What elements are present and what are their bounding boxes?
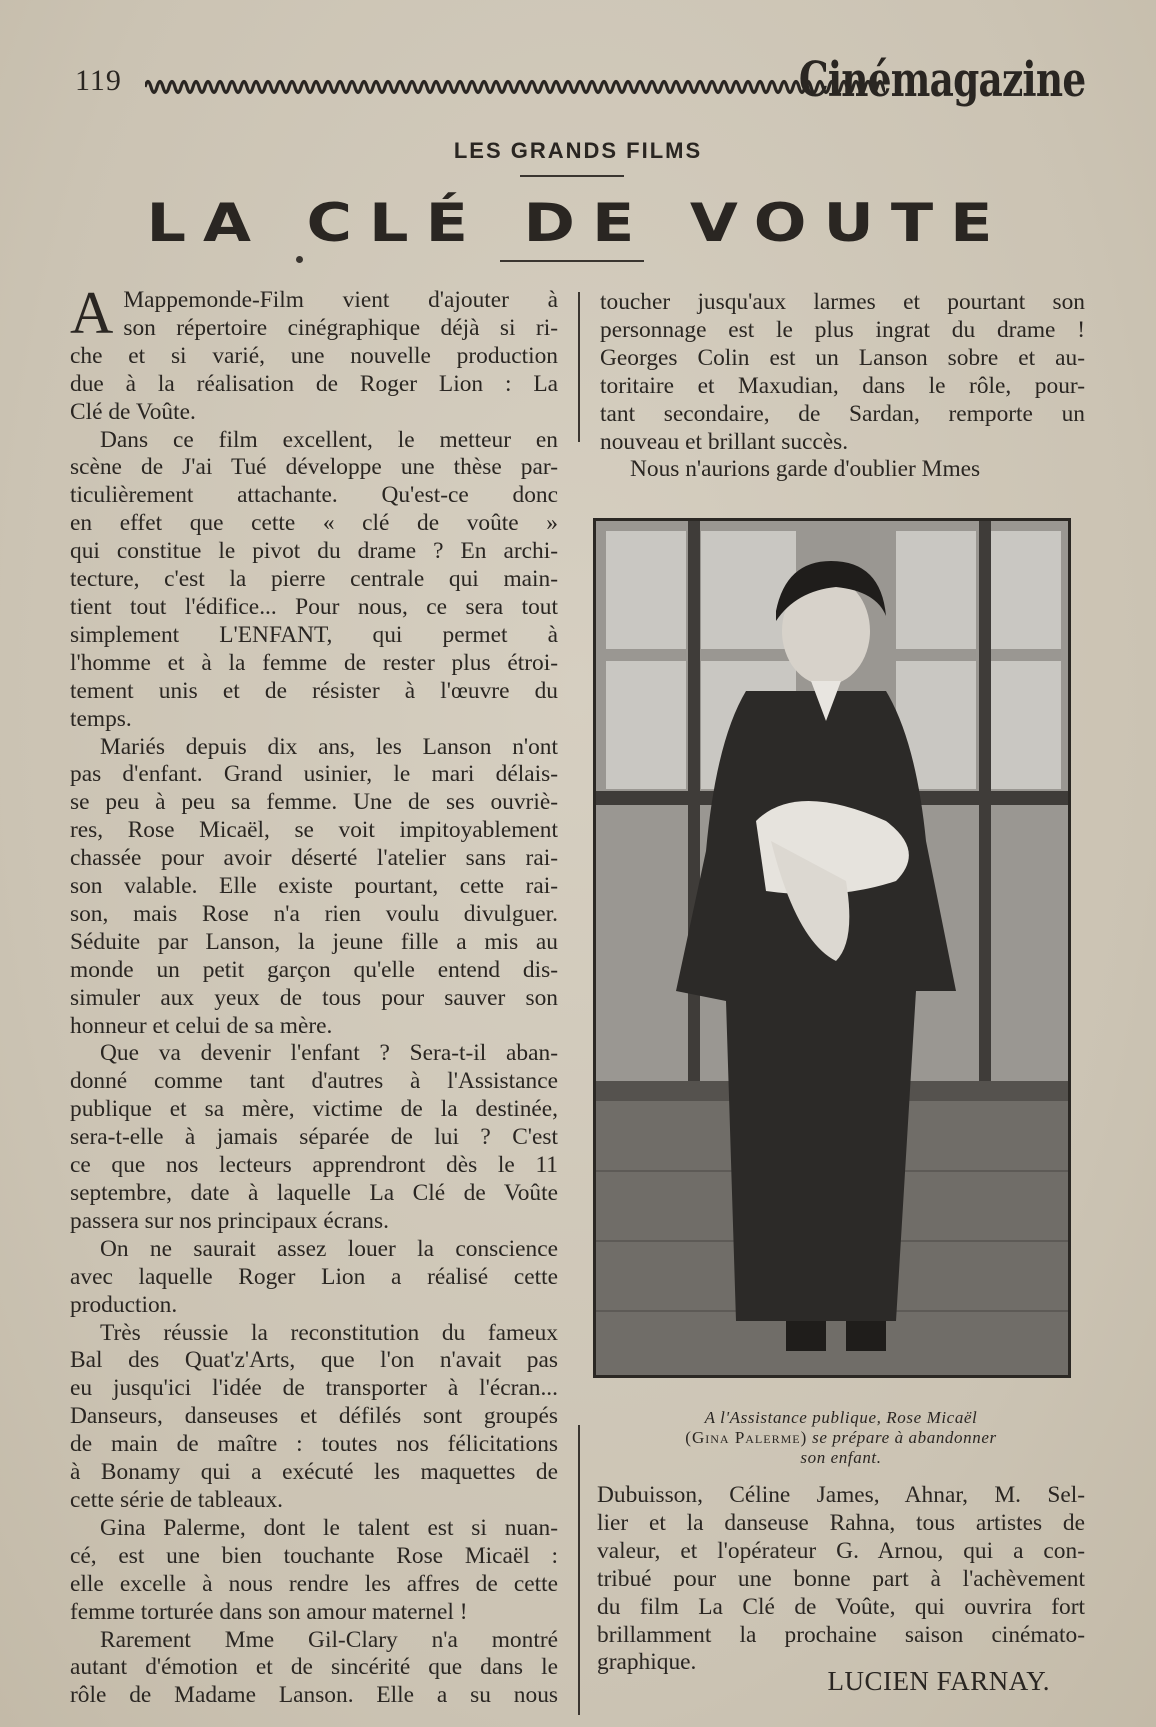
- text-line: due à la réalisation de Roger Lion : La: [70, 370, 558, 397]
- text-line: tient tout l'édifice... Pour nous, ce sera tout: [70, 593, 558, 620]
- text-line: temps.: [70, 705, 132, 732]
- text-line: Que va devenir l'enfant ? Sera-t-il aban-: [100, 1040, 558, 1067]
- text-line: chassée pour avoir déserté l'atelier sans rai-: [70, 845, 558, 872]
- text-line: nouveau et brillant succès.: [600, 428, 849, 455]
- divider-rule: [520, 175, 624, 177]
- text-line: autant d'émotion et de sincérité que dans le: [70, 1654, 558, 1681]
- text-line: en effet que cette « clé de voûte »: [70, 510, 558, 537]
- section-label: LES GRANDS FILMS: [453, 138, 703, 163]
- text-line: simuler aux yeux de tous pour sauver son: [70, 984, 558, 1011]
- text-line: scène de J'ai Tué développe une thèse par-: [70, 454, 558, 481]
- text-line: Georges Colin est un Lanson sobre et au-: [600, 344, 1085, 371]
- text-line: publique et sa mère, victime de la destinée,: [70, 1096, 558, 1123]
- text-line: Rarement Mme Gil-Clary n'a montré: [100, 1626, 558, 1653]
- text-line: production.: [70, 1291, 178, 1318]
- column-divider: [578, 1425, 580, 1715]
- text-line: graphique.: [597, 1649, 697, 1676]
- text-line: cette série de tableaux.: [70, 1486, 283, 1513]
- caption-actress-name: (Gina Palerme): [685, 1428, 808, 1447]
- caption-line: se prépare à abandonner: [807, 1428, 997, 1447]
- text-line: cé, est une bien touchante Rose Micaël :: [70, 1542, 558, 1569]
- text-line: valeur, et l'opérateur G. Arnou, qui a con-: [597, 1537, 1085, 1564]
- photo-caption: [597, 1408, 1085, 1468]
- text-line: pas d'enfant. Grand usinier, le mari délais-: [70, 761, 558, 788]
- text-line: rôle de Madame Lanson. Elle a su nous: [70, 1682, 558, 1709]
- text-line: elle excelle à nous rendre les affres de cette: [70, 1570, 558, 1597]
- text-line: tecture, c'est la pierre centrale qui main-: [70, 566, 558, 593]
- text-line: personnage est le plus ingrat du drame !: [600, 316, 1085, 343]
- text-line: Bal des Quat'z'Arts, que l'on n'avait pas: [70, 1347, 558, 1374]
- caption-line: A l'Assistance publique, Rose Micaël: [704, 1408, 978, 1427]
- text-line: de main de maître : toutes nos félicitations: [70, 1431, 558, 1458]
- text-line: avec laquelle Roger Lion a réalisé cette: [70, 1263, 558, 1290]
- text-line: Très réussie la reconstitution du fameux: [100, 1319, 558, 1346]
- decorative-wave-rule: [145, 72, 885, 102]
- text-line: son valable. Elle existe pourtant, cette rai-: [70, 873, 558, 900]
- caption-line: son enfant.: [800, 1448, 882, 1467]
- text-line: tribué pour une bonne part à l'achèvement: [597, 1565, 1085, 1592]
- text-line: tant secondaire, de Sardan, remporte un: [600, 400, 1085, 427]
- text-line: On ne saurait assez louer la conscience: [100, 1235, 558, 1262]
- text-line: ticulièrement attachante. Qu'est-ce donc: [70, 482, 558, 509]
- text-line: à Bonamy qui a exécuté les maquettes de: [70, 1459, 558, 1486]
- text-line: honneur et celui de sa mère.: [70, 1012, 333, 1039]
- article-title: LA CLÉ DE VOUTE: [146, 191, 1010, 254]
- text-line: Danseurs, danseuses et défilés sont groupés: [70, 1403, 558, 1430]
- author-signature: LUCIEN FARNAY.: [827, 1666, 1050, 1696]
- film-still-photo: [593, 518, 1071, 1378]
- article-right-column-bottom: [597, 1482, 1085, 1677]
- title-underline: [500, 260, 644, 262]
- text-line: eu jusqu'ici l'idée de transporter à l'écran...: [70, 1375, 558, 1402]
- text-line: son répertoire cinégraphique déjà si ri-: [123, 314, 558, 341]
- text-line: simplement L'ENFANT, qui permet à: [70, 621, 558, 648]
- text-line: res, Rose Micaël, se voit impitoyablement: [70, 817, 558, 844]
- text-line: che et si varié, une nouvelle production: [70, 342, 558, 369]
- text-line: du film La Clé de Voûte, qui ouvrira fort: [597, 1593, 1085, 1620]
- ornament-dot: [296, 256, 303, 263]
- text-line: Mappemonde-Film vient d'ajouter à: [123, 287, 558, 313]
- text-line: Dubuisson, Céline James, Ahnar, M. Sel-: [597, 1482, 1085, 1508]
- page-number: 119: [75, 64, 122, 97]
- column-divider: [578, 292, 580, 442]
- text-line: Mariés depuis dix ans, les Lanson n'ont: [100, 733, 558, 760]
- text-line: Gina Palerme, dont le talent est si nuan-: [100, 1514, 558, 1541]
- article-right-column-top: [600, 289, 1085, 484]
- page-header: [75, 52, 1085, 118]
- masthead-logo: Cinémagazine: [798, 52, 1085, 108]
- text-line: Clé de Voûte.: [70, 398, 196, 425]
- text-line: femme torturée dans son amour maternel !: [70, 1598, 468, 1625]
- text-line: toritaire et Maxudian, dans le rôle, pour-: [600, 372, 1085, 399]
- article-left-column: [70, 280, 558, 1710]
- text-line: septembre, date à laquelle La Clé de Voûte: [70, 1180, 558, 1206]
- text-line: Dans ce film excellent, le metteur en: [100, 426, 558, 453]
- text-line: lier et la danseuse Rahna, tous artistes de: [597, 1509, 1085, 1536]
- text-line: qui constitue le pivot du drame ? En archi-: [70, 538, 558, 565]
- text-line: tement unis et de résister à l'œuvre du: [70, 677, 558, 704]
- text-line: son, mais Rose n'a rien voulu divulguer.: [70, 900, 558, 927]
- text-line: ce que nos lecteurs apprendront dès le 11: [70, 1152, 558, 1179]
- text-line: Séduite par Lanson, la jeune fille a mis au: [70, 928, 558, 955]
- text-line: monde un petit garçon qu'elle entend dis-: [70, 956, 558, 983]
- woman-holding-bundle-photo-icon: [596, 521, 1068, 1375]
- text-line: Nous n'aurions garde d'oublier Mmes: [630, 456, 981, 483]
- text-line: donné comme tant d'autres à l'Assistance: [70, 1068, 558, 1095]
- text-line: sera-t-elle à jamais séparée de lui ? C'est: [70, 1124, 558, 1151]
- text-line: toucher jusqu'aux larmes et pourtant son: [600, 289, 1085, 315]
- text-line: l'homme et à la femme de rester plus étroi-: [70, 649, 558, 676]
- text-line: brillamment la prochaine saison cinémato-: [597, 1621, 1085, 1648]
- text-line: se peu à peu sa femme. Une de ses ouvriè-: [70, 789, 558, 816]
- drop-cap: A: [70, 280, 114, 346]
- text-line: passera sur nos principaux écrans.: [70, 1207, 389, 1234]
